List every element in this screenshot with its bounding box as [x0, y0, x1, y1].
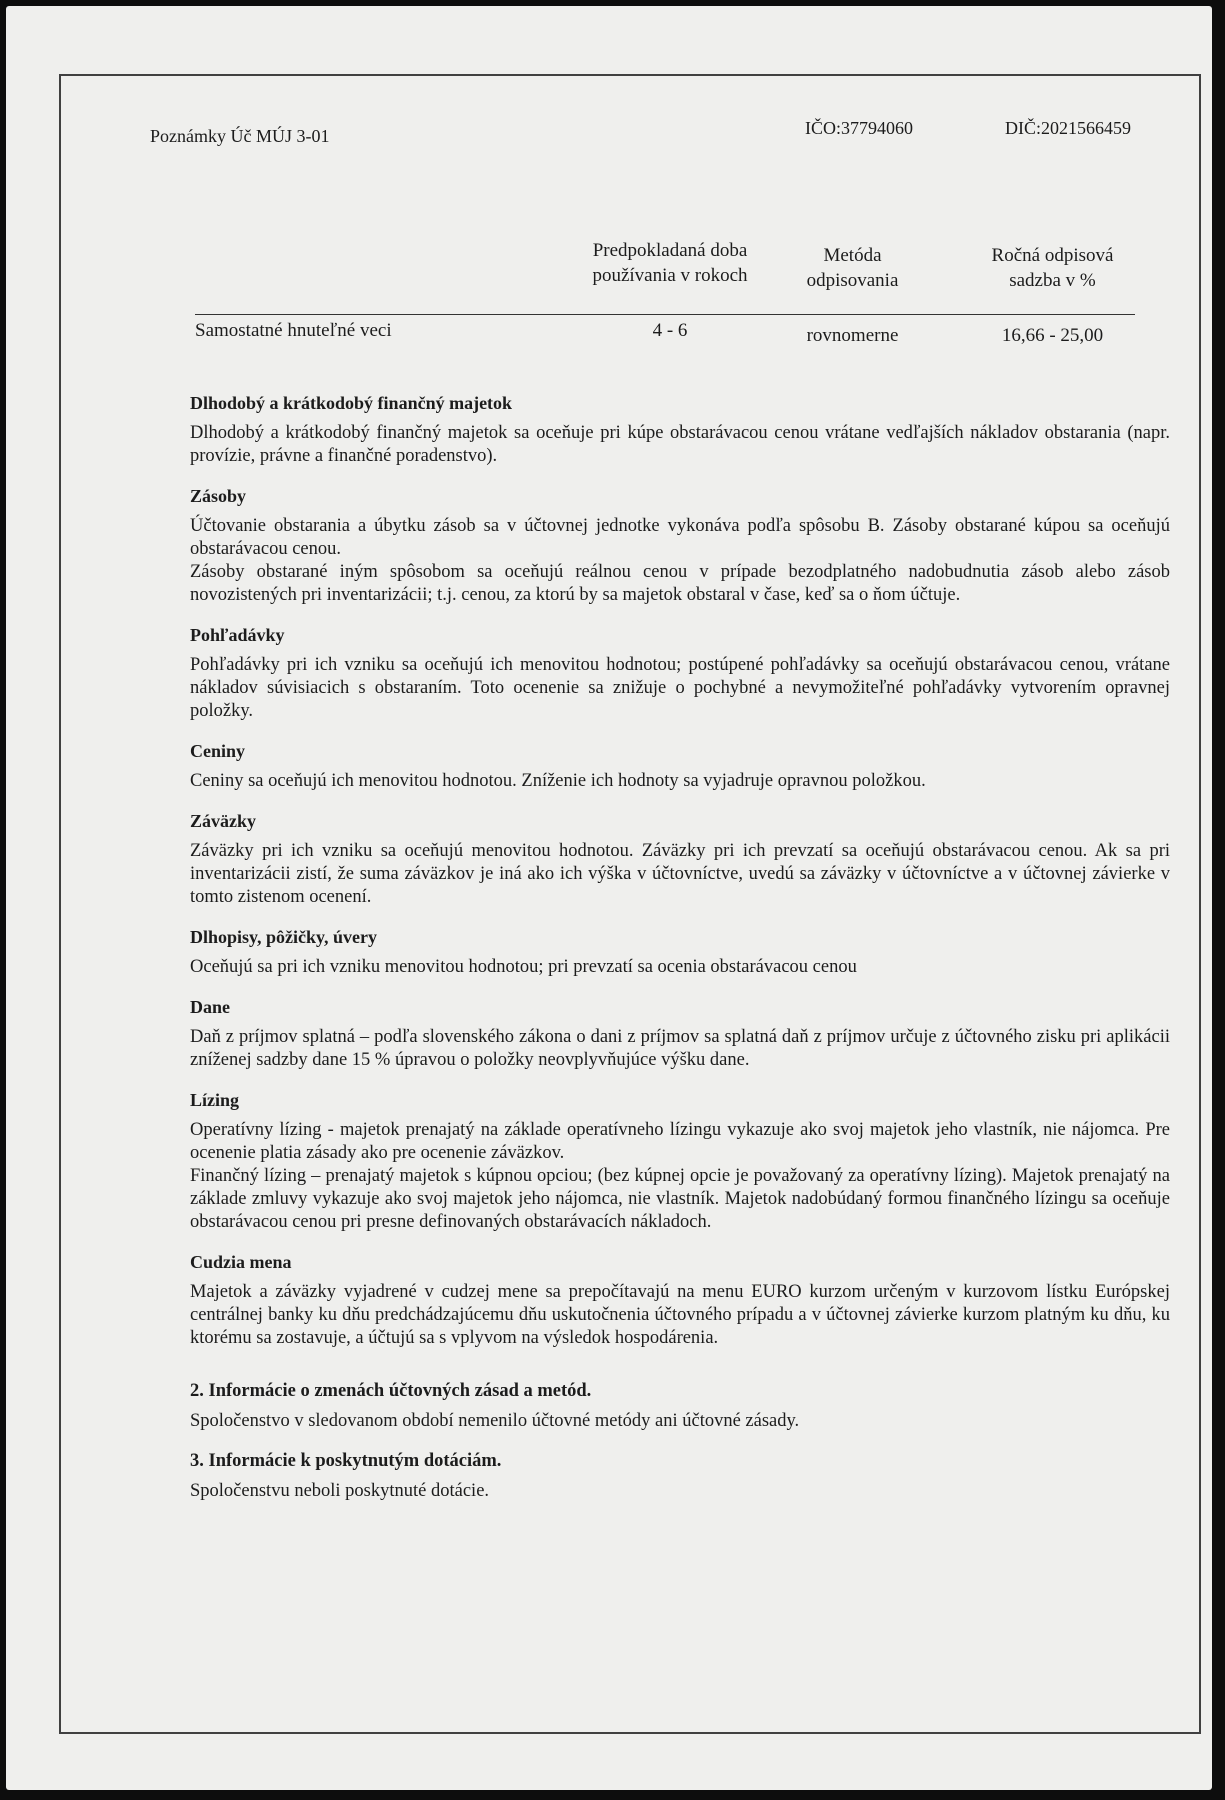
table-cell-asset: Samostatné hnuteľné veci: [195, 320, 392, 341]
section-heading: Cudzia mena: [190, 1252, 292, 1272]
section-financial-assets: [190, 392, 1170, 468]
section-paragraph: Zásoby obstarané iným spôsobom sa oceňujú reálnou cenou v prípade bezodplatného nadobudnutia zásob alebo zásob novozistených pri inventarizácii; t.j. cenou, za ktorú by sa majetok obstaral v čase, keď sa o ňom účtuje.: [190, 562, 1170, 605]
section-heading: Zásoby: [190, 486, 247, 506]
numbered-section-heading: 2. Informácie o zmenách účtovných zásad a metód.: [190, 1381, 592, 1401]
table-header-rule: [195, 314, 1135, 315]
section-receivables: [190, 624, 1170, 723]
numbered-section-text: Spoločenstvu neboli poskytnuté dotácie.: [190, 1481, 490, 1501]
table-cell-rate: 16,66 - 25,00: [1001, 325, 1104, 346]
numbered-section-heading: 3. Informácie k poskytnutým dotáciám.: [190, 1451, 502, 1471]
header-ico: IČO:37794060: [805, 118, 913, 138]
table-header-useful-life: Predpokladaná doba používania v rokoch: [592, 240, 748, 286]
document-body: [190, 392, 1170, 1520]
section-valuables: [190, 740, 1170, 793]
section-foreign-currency: [190, 1251, 1170, 1350]
section-heading: Záväzky: [190, 811, 257, 831]
section-paragraph: Pohľadávky pri ich vzniku sa oceňujú ich menovitou hodnotou; postúpené pohľadávky sa oceňujú obstarávacou cenou, vrátane nákladov súvisiacich s obstaraním. Toto ocenenie sa znižuje o pochybné a nevymožiteľné pohľadávky vytvorením opravnej položky.: [190, 655, 1170, 721]
section-paragraph: Daň z príjmov splatná – podľa slovenského zákona o dani z príjmov sa splatná daň z príjmov určuje z účtovného zisku pri aplikácii zníženej sadzby dane 15 % úpravou o položky neovplyvňujúce výšku dane.: [190, 1027, 1170, 1070]
table-header-method: Metóda odpisovania: [806, 245, 899, 291]
table-header-rate: Ročná odpisová sadzba v %: [991, 245, 1114, 291]
section-heading: Ceniny: [190, 741, 246, 761]
section-heading: Lízing: [190, 1090, 240, 1110]
table-cell-years: 4 - 6: [652, 320, 688, 341]
section-paragraph: Finančný lízing – prenajatý majetok s kúpnou opciou; (bez kúpnej opcie je považovaný za operatívny lízing). Majetok prenajatý na základe zmluvy vykazuje ako svoj majetok jeho nájomca, nie vlastník. Majetok nadobúdaný formou finančného lízingu sa oceňuje obstarávacou cenou pri presne definovaných obstarávacích nákladoch.: [190, 1166, 1170, 1232]
section-heading: Pohľadávky: [190, 625, 285, 645]
section-taxes: [190, 996, 1170, 1072]
section-paragraph: Záväzky pri ich vzniku sa oceňujú menovitou hodnotou. Záväzky pri ich prevzatí sa oceňujú obstarávacou cenou. Ak sa pri inventarizácii zistí, že suma záväzkov je iná ako ich výška v účtovníctve, uvedú sa záväzky v účtovníctve a v účtovnej závierke v tomto zistenom ocenení.: [190, 841, 1170, 907]
section-liabilities: [190, 810, 1170, 909]
section-bonds-loans: [190, 926, 1170, 979]
section-accounting-changes: [190, 1380, 1170, 1433]
section-paragraph: Účtovanie obstarania a úbytku zásob sa v účtovnej jednotke vykonáva podľa spôsobu B. Zásoby obstarané kúpou sa oceňujú obstarávacou cenou.: [190, 516, 1170, 559]
section-paragraph: Dlhodobý a krátkodobý finančný majetok sa oceňuje pri kúpe obstarávacou cenou vrátane vedľajších nákladov obstarania (napr. provízie, právne a finančné poradenstvo).: [190, 423, 1170, 466]
section-leasing: [190, 1089, 1170, 1234]
header-dic: DIČ:2021566459: [1005, 118, 1131, 138]
section-subsidies: [190, 1450, 1170, 1503]
section-heading: Dlhodobý a krátkodobý finančný majetok: [190, 393, 513, 413]
table-cell-method: rovnomerne: [806, 325, 899, 346]
page-header: [150, 118, 1165, 148]
section-inventory: [190, 485, 1170, 607]
section-heading: Dlhopisy, pôžičky, úvery: [190, 927, 378, 947]
section-paragraph: Operatívny lízing - majetok prenajatý na základe operatívneho lízingu vykazuje ako svoj majetok jeho vlastník, nie nájomca. Pre ocenenie platia zásady ako pre ocenenie záväzkov.: [190, 1120, 1170, 1163]
header-form-code: Poznámky Úč MÚJ 3-01: [150, 126, 330, 146]
section-paragraph: Majetok a záväzky vyjadrené v cudzej mene sa prepočítavajú na menu EURO kurzom určeným v kurzovom lístku Európskej centrálnej banky ku dňu predchádzajúcemu dňu uskutočnenia účtovného prípadu a v účtovnej závierke kurzom platným ku dňu, ku ktorému sa zostavuje, a účtujú sa s vplyvom na výsledok hospodárenia.: [190, 1282, 1170, 1348]
section-paragraph: Oceňujú sa pri ich vzniku menovitou hodnotou; pri prevzatí sa ocenia obstarávacou cenou: [190, 957, 857, 977]
numbered-section-text: Spoločenstvo v sledovanom období nemenilo účtovné metódy ani účtovné zásady.: [190, 1411, 800, 1431]
section-paragraph: Ceniny sa oceňujú ich menovitou hodnotou. Zníženie ich hodnoty sa vyjadruje opravnou položkou.: [190, 771, 926, 791]
section-heading: Dane: [190, 997, 230, 1017]
